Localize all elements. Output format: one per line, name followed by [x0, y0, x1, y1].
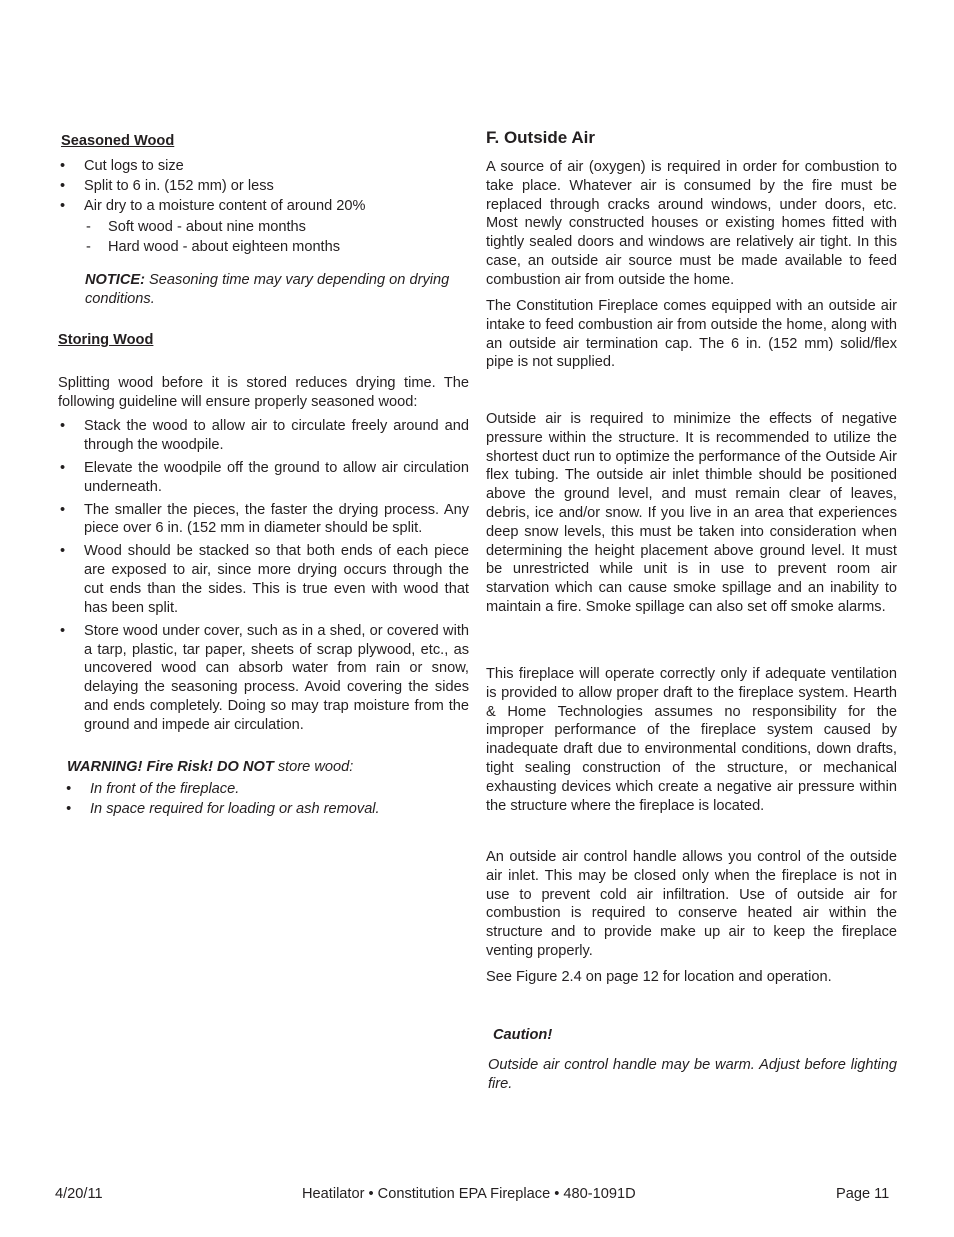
footer-page-number: Page 11 [836, 1186, 890, 1202]
list-item: • Elevate the woodpile off the ground to allow air circulation underneath. [58, 459, 469, 497]
list-item: • Store wood under cover, such as in a shed, or covered with a tarp, plastic, tar paper, sheets of scrap plywood, etc., as uncovered wood can absorb water from rain or snow, delaying the seasoning process. Avoid covering the sides and ends completely. Doing so may trap moisture from the ground and impede air circulation. [58, 622, 469, 735]
list-item: • Wood should be stacked so that both ends of each piece are exposed to air, since more drying occurs through the cut ends than the sides. This is true even with wood that has been split. [58, 542, 469, 617]
seasoned-wood-sublist [58, 217, 469, 257]
storing-wood-list [58, 417, 469, 739]
warning-text: store wood: [273, 759, 354, 775]
notice [85, 271, 469, 309]
notice-label: NOTICE: [85, 272, 145, 288]
notice-text: Seasoning time may vary depending on drying conditions. [85, 272, 450, 307]
warning [67, 758, 467, 777]
seasoned-wood-section [58, 156, 469, 257]
paragraph: This fireplace will operate correctly only if adequate ventilation is provided to allow proper draft to the fireplace system. Hearth & Home Technologies assumes no responsibility for the improper performance of the fireplace system caused by inadequate draft due to environmental conditions, down drafts, tight sealing construction of the structure, or mechanical exhausting devices which create a negative air pressure within the structure where the fireplace is located. [486, 666, 897, 814]
paragraph: Outside air is required to minimize the effects of negative pressure within the structure. It is recommended to utilize the shortest duct run to optimize the performance of the Outside Air flex tubing. The outside air inlet thimble should be positioned above the ground level, and must remain clear of leaves, debris, ice and/or snow. If you live in an area that experiences deep snow levels, this must be taken into consideration when determining the height placement above ground level. It must be unrestricted while unit is in use to prevent room air starvation which can cause smoke spillage and an inability to maintain a fire. Smoke spillage can also set off smoke alarms. [486, 411, 897, 615]
paragraph: An outside air control handle allows you control of the outside air inlet. This may be closed only when the fireplace is not in use to prevent cold air infiltration. Use of outside air for combustion is required to conserve heated air within the structure and to provide make up air to keep the fireplace venting properly. [486, 849, 897, 959]
list-item: • Stack the wood to allow air to circulate freely around and through the woodpile. [58, 417, 469, 455]
warning-label: WARNING! Fire Risk! DO NOT [67, 759, 274, 775]
caution-label: Caution! [493, 1027, 553, 1043]
list-item: - Soft wood - about nine months [58, 217, 469, 237]
list-item: - Hard wood - about eighteen months [58, 237, 469, 257]
seasoned-wood-list [58, 156, 469, 216]
list-item: • Air dry to a moisture content of around 20% [58, 196, 469, 216]
list-item: • In space required for loading or ash removal. [64, 799, 464, 819]
warning-list [64, 779, 464, 819]
list-item: • Split to 6 in. (152 mm) or less [58, 176, 469, 196]
list-item: • The smaller the pieces, the faster the drying process. Any piece over 6 in. (152 mm in diameter should be split. [58, 501, 469, 539]
seasoned-wood-heading: Seasoned Wood [61, 133, 175, 149]
paragraph: A source of air (oxygen) is required in order for combustion to take place. Whatever air is consumed by the fire must be replaced through cracks around windows, under doors, etc. Most newly constructed houses or existing homes fitted with tightly sealed doors and windows are relatively air tight. In this case, an outside air source must be made available to feed combustion air from outside the home. [486, 159, 897, 288]
footer-title: Heatilator • Constitution EPA Fireplace • 480-1091D [302, 1186, 636, 1202]
caution-text: Outside air control handle may be warm. Adjust before lighting fire. [488, 1057, 897, 1092]
section-heading-outside-air: F. Outside Air [486, 128, 595, 147]
footer-date: 4/20/11 [55, 1186, 103, 1202]
paragraph: See Figure 2.4 on page 12 for location and operation. [486, 969, 832, 985]
list-item: • Cut logs to size [58, 156, 469, 176]
storing-wood-intro: Splitting wood before it is stored reduces drying time. The following guideline will ensure properly seasoned wood: [58, 375, 469, 410]
storing-wood-heading: Storing Wood [58, 332, 154, 348]
paragraph: The Constitution Fireplace comes equipped with an outside air intake to feed combustion air from outside the home, along with an outside air termination cap. The 6 in. (152 mm) solid/flex pipe is not supplied. [486, 298, 897, 371]
list-item: • In front of the fireplace. [64, 779, 464, 799]
